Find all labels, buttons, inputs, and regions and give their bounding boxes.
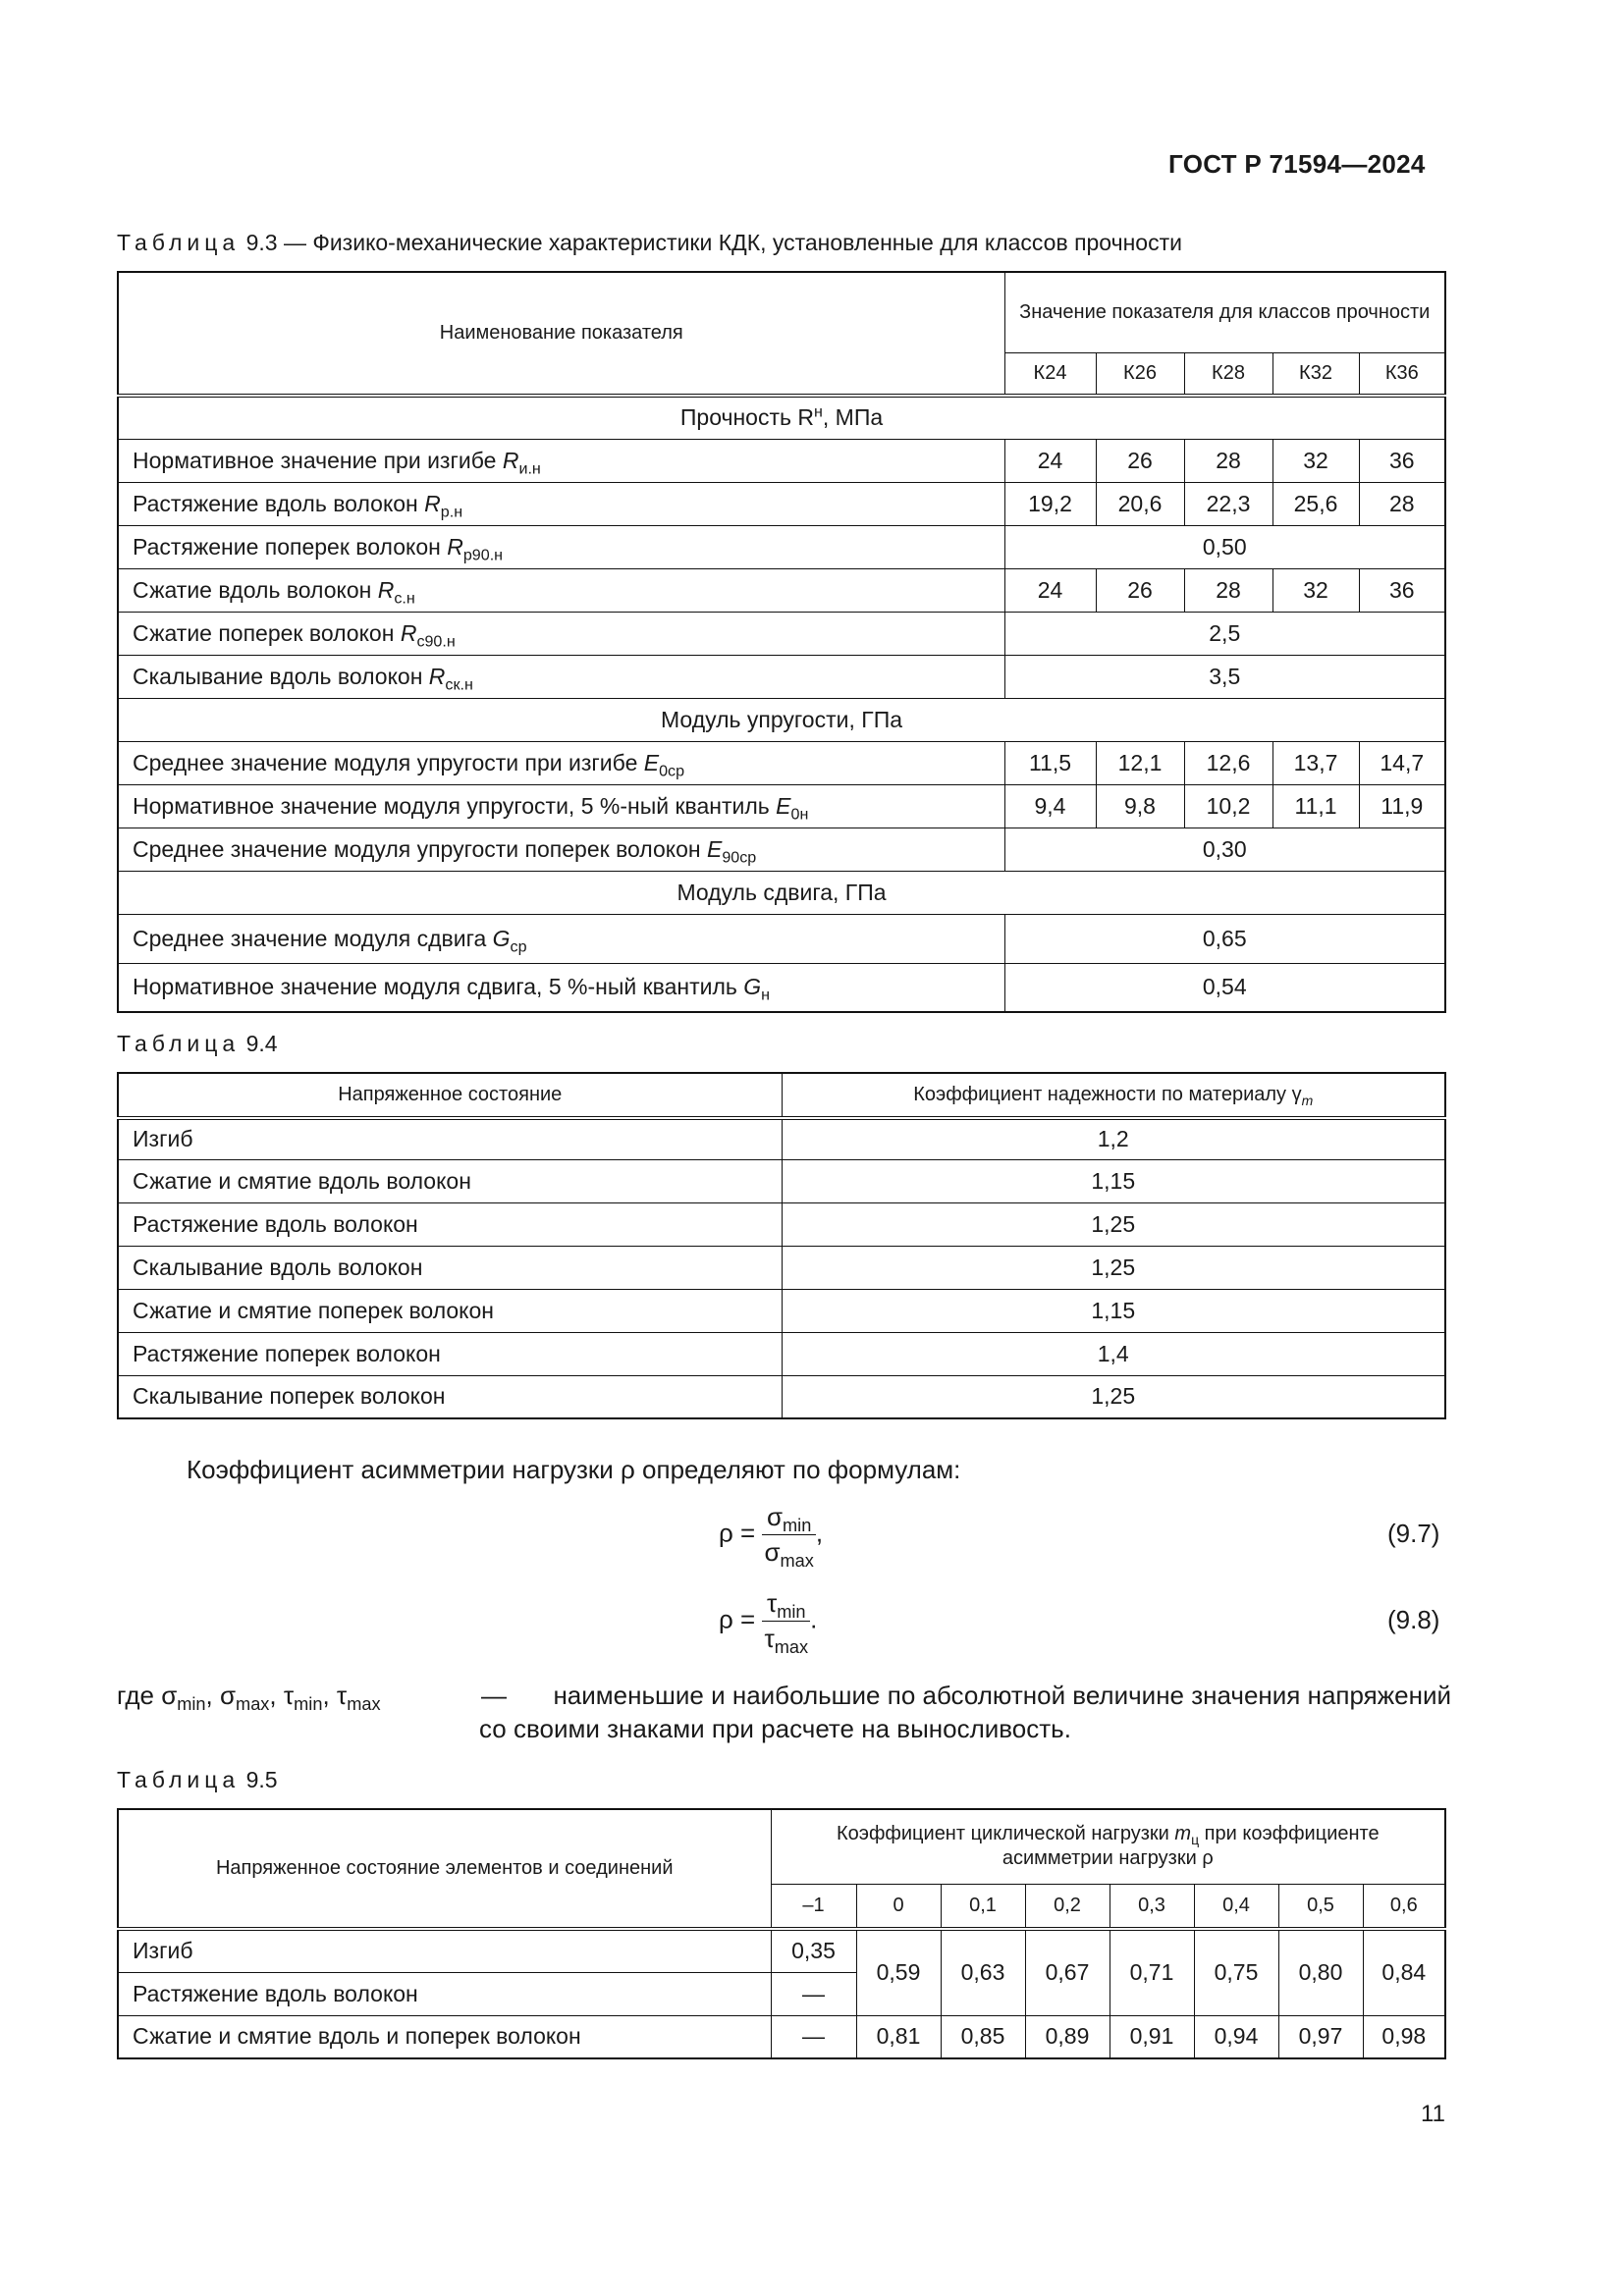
table-row <box>118 1375 1445 1418</box>
table-row <box>118 1246 1445 1289</box>
cell-value: 0,89 <box>1025 2015 1110 2058</box>
cell-value: — <box>771 2015 856 2058</box>
row-label: Сжатие и смятие поперек волокон <box>118 1289 782 1332</box>
row-label: Изгиб <box>118 1118 782 1159</box>
cell-merged-value: 0,65 <box>1004 914 1445 963</box>
row-label: Сжатие и смятие вдоль и поперек волокон <box>118 2015 771 2058</box>
caption-number: 9.5 <box>245 1767 278 1792</box>
cell-value: 1,25 <box>782 1202 1445 1246</box>
cell-merged-value: 3,5 <box>1004 655 1445 698</box>
col-header-name: Наименование показателя <box>118 272 1004 396</box>
cell-value: 36 <box>1359 568 1445 612</box>
cell-value: 28 <box>1359 482 1445 525</box>
row-label: Нормативное значение модуля сдвига, 5 %-ный квантиль $G_н$ <box>118 963 1004 1012</box>
rho-header: 0,3 <box>1110 1884 1194 1929</box>
class-header: К24 <box>1004 352 1096 396</box>
caption-text: — Физико-механические характеристики КДК, установленные для классов прочности <box>283 230 1182 255</box>
table-row <box>118 568 1445 612</box>
table-row <box>118 828 1445 871</box>
class-header: К32 <box>1272 352 1359 396</box>
table-9-4 <box>117 1072 1446 1419</box>
cell-merged-value: 0,80 <box>1278 1929 1363 2015</box>
cell-value: 28 <box>1184 439 1272 482</box>
row-label: Среднее значение модуля упругости поперек волокон $E_{90ср}$ <box>118 828 1004 871</box>
cell-value: 36 <box>1359 439 1445 482</box>
table-row <box>118 482 1445 525</box>
formula-lhs: ρ = <box>719 1518 756 1548</box>
cell-value: 1,2 <box>782 1118 1445 1159</box>
col-header-values: Значение показателя для классов прочности <box>1004 272 1445 352</box>
row-label: Сжатие вдоль волокон $R_{с.н}$ <box>118 568 1004 612</box>
cell-value: 14,7 <box>1359 741 1445 784</box>
class-header: К28 <box>1184 352 1272 396</box>
cell-merged-value: 0,71 <box>1110 1929 1194 2015</box>
cell-value: 0,94 <box>1194 2015 1278 2058</box>
standard-designation: ГОСТ Р 71594—2024 <box>1168 149 1426 179</box>
table-row <box>118 784 1445 828</box>
caption-number: 9.3 <box>245 230 278 255</box>
rho-header: 0,6 <box>1363 1884 1445 1929</box>
where-dash: — <box>481 1681 507 1710</box>
col-header-state: Напряженное состояние элементов и соединений <box>118 1809 771 1929</box>
cell-value: 1,4 <box>782 1332 1445 1375</box>
caption-word: Таблица <box>117 230 241 255</box>
cell-value: 1,25 <box>782 1246 1445 1289</box>
row-label: Растяжение вдоль волокон $R_{р.н}$ <box>118 482 1004 525</box>
where-definition-line2: со своими знаками при расчете на выносливость. <box>479 1714 1071 1743</box>
row-label: Нормативное значение при изгибе $R_{и.н}$ <box>118 439 1004 482</box>
section-modulus: Модуль упругости, ГПа <box>118 698 1445 741</box>
formula-9-8: ρ = $\frac{\tau_{min}}{\tau_{max}}$ . <box>719 1588 818 1658</box>
row-label: Растяжение поперек волокон $R_{р90.н}$ <box>118 525 1004 568</box>
cell-value: 1,25 <box>782 1375 1445 1418</box>
cell-value: 22,3 <box>1184 482 1272 525</box>
where-definition-line1: наименьшие и наибольшие по абсолютной величине значения напряжений <box>553 1681 1451 1710</box>
table-9-4-caption <box>117 1031 278 1057</box>
cell-merged-value: 0,84 <box>1363 1929 1445 2015</box>
cell-value: 0,91 <box>1110 2015 1194 2058</box>
cell-merged-value: 2,5 <box>1004 612 1445 655</box>
table-row <box>118 439 1445 482</box>
cell-value: 26 <box>1096 568 1184 612</box>
cell-value: 32 <box>1272 439 1359 482</box>
row-label: Растяжение вдоль волокон <box>118 1202 782 1246</box>
row-label: Растяжение вдоль волокон <box>118 1972 771 2015</box>
cell-value: 32 <box>1272 568 1359 612</box>
paragraph-asymmetry: Коэффициент асимметрии нагрузки ρ определяют по формулам: <box>187 1455 961 1484</box>
table-9-3-caption <box>117 230 1182 256</box>
cell-merged-value: 0,59 <box>856 1929 941 2015</box>
section-shear: Модуль сдвига, ГПа <box>118 871 1445 914</box>
cell-value: 12,6 <box>1184 741 1272 784</box>
formula-lhs: ρ = <box>719 1604 756 1634</box>
rho-header: –1 <box>771 1884 856 1929</box>
cell-value: 1,15 <box>782 1289 1445 1332</box>
table-row <box>118 1929 1445 1972</box>
cell-value: 0,97 <box>1278 2015 1363 2058</box>
cell-value: 1,15 <box>782 1159 1445 1202</box>
rho-header: 0,1 <box>941 1884 1025 1929</box>
table-row <box>118 914 1445 963</box>
rho-header: 0,2 <box>1025 1884 1110 1929</box>
cell-value: 25,6 <box>1272 482 1359 525</box>
caption-word: Таблица <box>117 1767 241 1792</box>
table-row <box>118 1159 1445 1202</box>
cell-merged-value: 0,30 <box>1004 828 1445 871</box>
cell-value: 11,9 <box>1359 784 1445 828</box>
row-label: Сжатие и смятие вдоль волокон <box>118 1159 782 1202</box>
row-label: Скалывание поперек волокон <box>118 1375 782 1418</box>
cell-value: 24 <box>1004 568 1096 612</box>
row-label: Нормативное значение модуля упругости, 5 %-ный квантиль $E_{0н}$ <box>118 784 1004 828</box>
table-9-5 <box>117 1808 1446 2059</box>
cell-value: 28 <box>1184 568 1272 612</box>
table-row <box>118 655 1445 698</box>
cell-merged-value: 0,67 <box>1025 1929 1110 2015</box>
col-header-coef: Коэффициент надежности по материалу $\gamma_m$ <box>782 1073 1445 1118</box>
rho-header: 0,5 <box>1278 1884 1363 1929</box>
table-row <box>118 2015 1445 2058</box>
formula-9-7: ρ = $\frac{\sigma_{min}}{\sigma_{max}}$ , <box>719 1502 824 1572</box>
cell-value: 9,4 <box>1004 784 1096 828</box>
cell-merged-value: 0,50 <box>1004 525 1445 568</box>
row-label: Сжатие поперек волокон $R_{с90.н}$ <box>118 612 1004 655</box>
col-header-state: Напряженное состояние <box>118 1073 782 1118</box>
cell-merged-value: 0,54 <box>1004 963 1445 1012</box>
table-row <box>118 1289 1445 1332</box>
table-9-5-caption <box>117 1767 278 1793</box>
class-header: К26 <box>1096 352 1184 396</box>
cell-value: 10,2 <box>1184 784 1272 828</box>
table-row <box>118 1332 1445 1375</box>
row-label: Среднее значение модуля сдвига $G_{ср}$ <box>118 914 1004 963</box>
row-label: Растяжение поперек волокон <box>118 1332 782 1375</box>
page-number: 11 <box>1421 2101 1445 2127</box>
rho-header: 0,4 <box>1194 1884 1278 1929</box>
col-header-coef: Коэффициент циклической нагрузки $m_ц$ при коэффициенте асимметрии нагрузки ρ <box>771 1809 1445 1884</box>
row-label: Изгиб <box>118 1929 771 1972</box>
section-strength: Прочность $R^н$, МПа <box>118 396 1445 439</box>
cell-merged-value: 0,63 <box>941 1929 1025 2015</box>
row-label: Скалывание вдоль волокон $R_{ск.н}$ <box>118 655 1004 698</box>
table-row <box>118 1202 1445 1246</box>
cell-value: 0,81 <box>856 2015 941 2058</box>
cell-value: 20,6 <box>1096 482 1184 525</box>
formula-number: (9.8) <box>1387 1605 1440 1634</box>
row-label: Скалывание вдоль волокон <box>118 1246 782 1289</box>
cell-value: — <box>771 1972 856 2015</box>
table-row <box>118 741 1445 784</box>
formula-fraction: $\frac{\tau_{min}}{\tau_{max}}$ <box>764 1588 809 1658</box>
rho-header: 0 <box>856 1884 941 1929</box>
cell-value: 0,35 <box>771 1929 856 1972</box>
caption-number: 9.4 <box>245 1031 278 1056</box>
cell-value: 26 <box>1096 439 1184 482</box>
table-row <box>118 525 1445 568</box>
table-9-3 <box>117 271 1446 1013</box>
table-row <box>118 963 1445 1012</box>
cell-value: 13,7 <box>1272 741 1359 784</box>
cell-value: 12,1 <box>1096 741 1184 784</box>
where-symbols: где $\sigma_{min}$, $\sigma_{max}$, $\tau_{min}$, $\tau_{max}$ <box>117 1681 381 1715</box>
cell-value: 11,5 <box>1004 741 1096 784</box>
table-row <box>118 612 1445 655</box>
formula-fraction: $\frac{\sigma_{min}}{\sigma_{max}}$ <box>764 1502 814 1572</box>
cell-value: 0,98 <box>1363 2015 1445 2058</box>
formula-number: (9.7) <box>1387 1519 1440 1548</box>
caption-word: Таблица <box>117 1031 241 1056</box>
class-header: К36 <box>1359 352 1445 396</box>
cell-value: 19,2 <box>1004 482 1096 525</box>
cell-value: 9,8 <box>1096 784 1184 828</box>
cell-merged-value: 0,75 <box>1194 1929 1278 2015</box>
cell-value: 24 <box>1004 439 1096 482</box>
cell-value: 11,1 <box>1272 784 1359 828</box>
table-row <box>118 1118 1445 1159</box>
cell-value: 0,85 <box>941 2015 1025 2058</box>
row-label: Среднее значение модуля упругости при изгибе $E_{0ср}$ <box>118 741 1004 784</box>
